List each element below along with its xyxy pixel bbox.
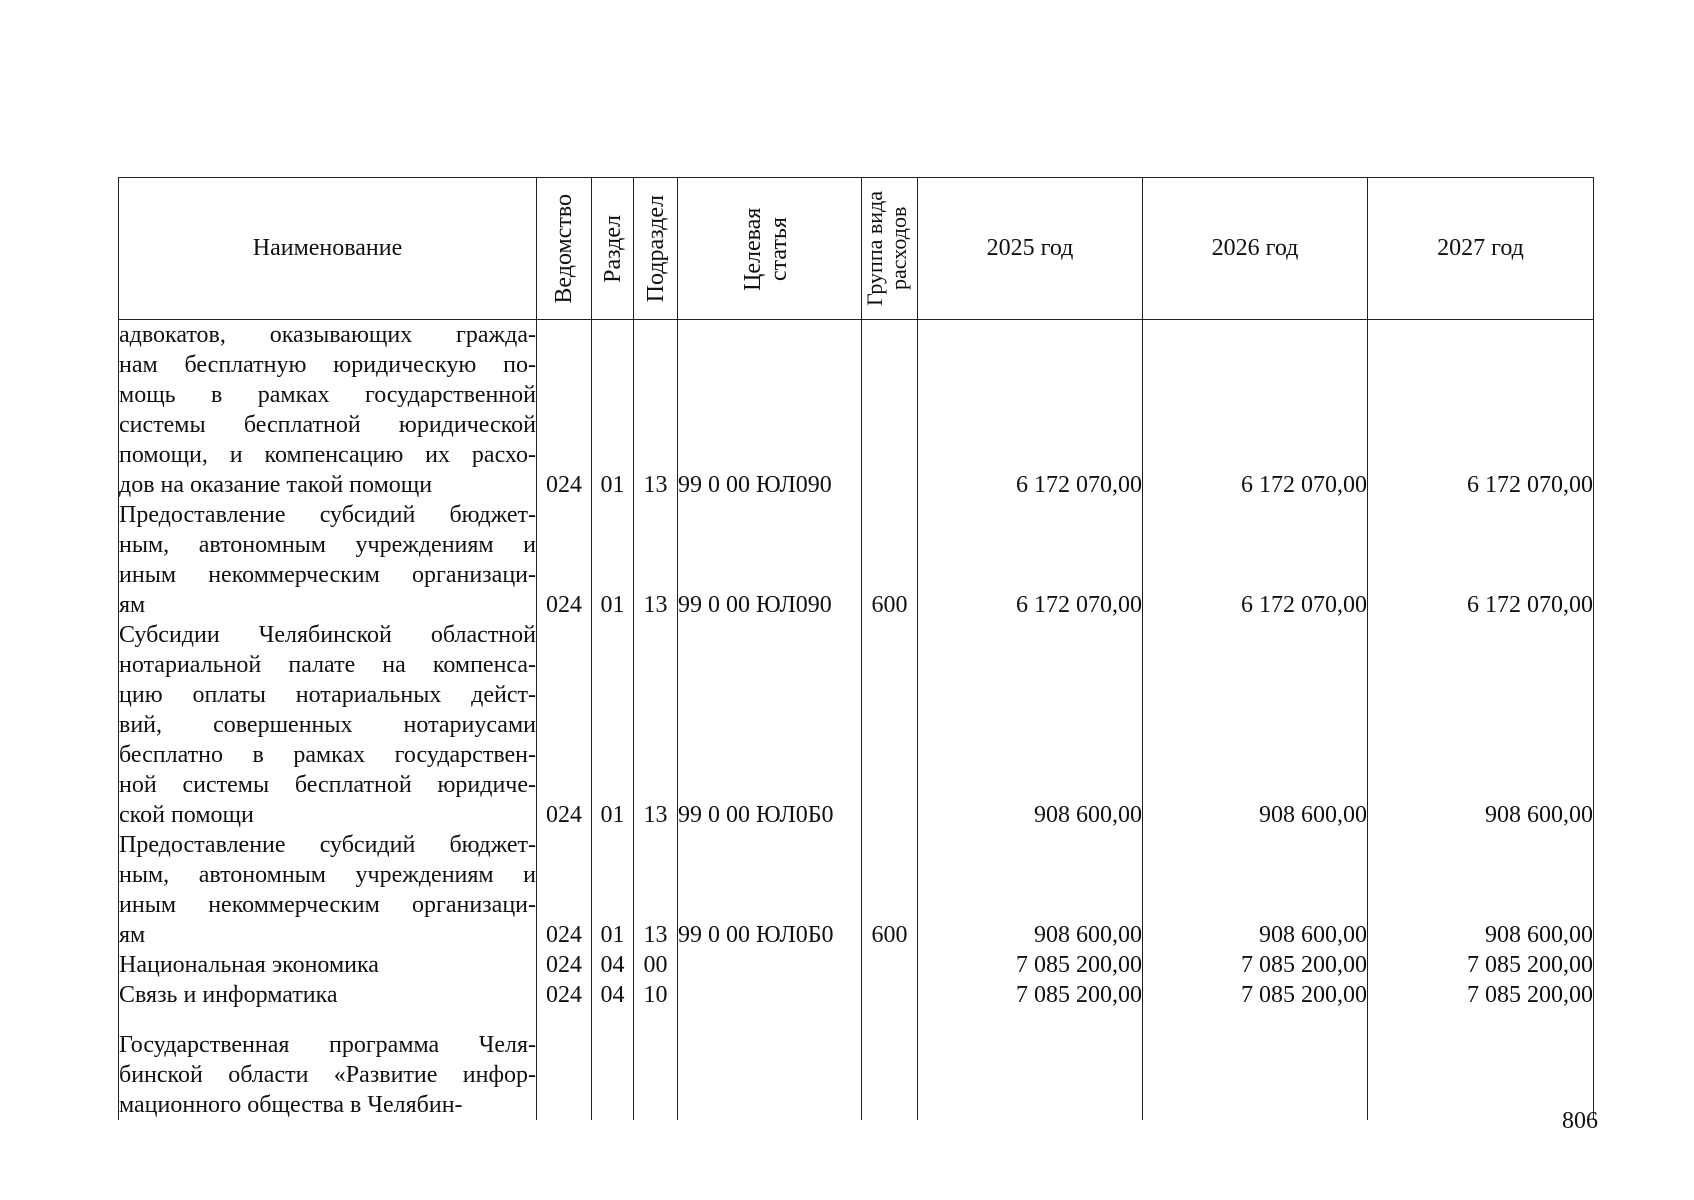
target-article-cell: [678, 950, 862, 980]
table-row-continued: [119, 1010, 1594, 1120]
amount-2025-cell: 6 172 070,00: [918, 500, 1143, 620]
subsection-cell: 13: [634, 620, 678, 830]
table-row: [119, 980, 1594, 1010]
header-section: [592, 178, 634, 320]
name-line: мощь в рамках государственной: [119, 382, 536, 408]
section-cell: 04: [592, 950, 634, 980]
name-line: адвокатов, оказывающих гражда-: [119, 322, 536, 348]
empty-cell: [862, 1010, 918, 1120]
name-cell: [119, 620, 537, 830]
empty-cell: [678, 1010, 862, 1120]
amount-2025-cell: 908 600,00: [918, 830, 1143, 950]
amount-2025-cell: 7 085 200,00: [918, 950, 1143, 980]
amount-2025-cell: 7 085 200,00: [918, 980, 1143, 1010]
target-article-cell: 99 0 00 ЮЛ090: [678, 320, 862, 501]
table-row: [119, 830, 1594, 950]
amount-2027-cell: 6 172 070,00: [1368, 500, 1594, 620]
name-line: ным, автономным учреждениям и: [119, 532, 536, 558]
empty-cell: [537, 1010, 592, 1120]
header-department-label: Ведомство: [551, 193, 577, 304]
name-line: бесплатно в рамках государствен-: [119, 742, 536, 768]
empty-cell: [634, 1010, 678, 1120]
name-line: Предоставление субсидий бюджет-: [119, 832, 536, 858]
name-line: иным некоммерческим организаци-: [119, 562, 536, 588]
target-article-cell: [678, 980, 862, 1010]
name-cell: [119, 320, 537, 501]
expense-group-cell: [862, 950, 918, 980]
name-line: Государственная программа Челя-: [119, 1032, 536, 1058]
empty-cell: [1143, 1010, 1368, 1120]
expense-group-cell: [862, 620, 918, 830]
department-cell: 024: [537, 620, 592, 830]
header-target-article: [678, 178, 862, 320]
table-row: [119, 950, 1594, 980]
name-line: ной системы бесплатной юридиче-: [119, 772, 536, 798]
expense-group-cell: [862, 980, 918, 1010]
department-cell: 024: [537, 950, 592, 980]
amount-2026-cell: 6 172 070,00: [1143, 320, 1368, 501]
header-subsection: [634, 178, 678, 320]
header-year-2026: 2026 год: [1143, 178, 1368, 320]
expense-group-cell: 600: [862, 830, 918, 950]
name-line: Национальная экономика: [119, 952, 379, 978]
amount-2027-cell: 7 085 200,00: [1368, 950, 1594, 980]
header-expense-group-label: Группа вида расходов: [861, 191, 911, 306]
name-line: вий, совершенных нотариусами: [119, 712, 536, 738]
name-cell: [119, 950, 537, 980]
empty-cell: [1368, 1010, 1594, 1120]
subsection-cell: 13: [634, 500, 678, 620]
header-section-label: Раздел: [599, 214, 626, 283]
amount-2026-cell: 908 600,00: [1143, 620, 1368, 830]
amount-2027-cell: 908 600,00: [1368, 620, 1594, 830]
amount-2027-cell: 7 085 200,00: [1368, 980, 1594, 1010]
name-line: Предоставление субсидий бюджет-: [119, 502, 536, 528]
name-line: бинской области «Развитие инфор-: [119, 1062, 536, 1088]
table-row: [119, 620, 1594, 830]
table-row: [119, 320, 1594, 501]
section-cell: 01: [592, 830, 634, 950]
section-cell: 01: [592, 620, 634, 830]
name-line: дов на оказание такой помощи: [119, 472, 433, 498]
name-line: ской помощи: [119, 802, 254, 828]
department-cell: 024: [537, 980, 592, 1010]
subsection-cell: 00: [634, 950, 678, 980]
amount-2026-cell: 7 085 200,00: [1143, 980, 1368, 1010]
subsection-cell: 13: [634, 830, 678, 950]
section-cell: 04: [592, 980, 634, 1010]
empty-cell: [592, 1010, 634, 1120]
amount-2026-cell: 908 600,00: [1143, 830, 1368, 950]
page-number: 806: [1562, 1108, 1598, 1134]
name-line: ям: [119, 592, 146, 618]
header-year-2027: 2027 год: [1368, 178, 1594, 320]
header-department: [537, 178, 592, 320]
department-cell: 024: [537, 500, 592, 620]
amount-2025-cell: 6 172 070,00: [918, 320, 1143, 501]
header-expense-group: [862, 178, 918, 320]
subsection-cell: 13: [634, 320, 678, 501]
name-line: нам бесплатную юридическую по-: [119, 352, 536, 378]
name-cell: [119, 830, 537, 950]
table-row: [119, 500, 1594, 620]
department-cell: 024: [537, 830, 592, 950]
subsection-cell: 10: [634, 980, 678, 1010]
target-article-cell: 99 0 00 ЮЛ090: [678, 500, 862, 620]
name-cell: [119, 980, 537, 1010]
amount-2026-cell: 7 085 200,00: [1143, 950, 1368, 980]
name-line: системы бесплатной юридической: [119, 412, 536, 438]
name-line: Субсидии Челябинской областной: [119, 622, 536, 648]
name-line: помощи, и компенсацию их расхо-: [119, 442, 536, 468]
name-line: иным некоммерческим организаци-: [119, 892, 536, 918]
amount-2025-cell: 908 600,00: [918, 620, 1143, 830]
target-article-cell: 99 0 00 ЮЛ0Б0: [678, 620, 862, 830]
section-cell: 01: [592, 320, 634, 501]
target-article-cell: 99 0 00 ЮЛ0Б0: [678, 830, 862, 950]
name-line: мационного общества в Челябин-: [119, 1092, 463, 1118]
department-cell: 024: [537, 320, 592, 501]
expense-group-cell: 600: [862, 500, 918, 620]
amount-2027-cell: 908 600,00: [1368, 830, 1594, 950]
header-year-2025: 2025 год: [918, 178, 1143, 320]
name-cell: [119, 1010, 537, 1120]
name-line: нотариальной палате на компенса-: [119, 652, 536, 678]
table-body: [119, 320, 1594, 1121]
table-header-row: [119, 178, 1594, 320]
header-subsection-label: Подраздел: [642, 194, 669, 303]
empty-cell: [918, 1010, 1143, 1120]
amount-2027-cell: 6 172 070,00: [1368, 320, 1594, 501]
header-target-article-label: Целевая статья: [739, 206, 792, 291]
section-cell: 01: [592, 500, 634, 620]
expense-group-cell: [862, 320, 918, 501]
amount-2026-cell: 6 172 070,00: [1143, 500, 1368, 620]
name-line: Связь и информатика: [119, 982, 338, 1008]
name-cell: [119, 500, 537, 620]
name-line: цию оплаты нотариальных дейст-: [119, 682, 536, 708]
name-line: ям: [119, 922, 146, 948]
header-name: Наименование: [119, 178, 537, 320]
name-line: ным, автономным учреждениям и: [119, 862, 536, 888]
budget-table: [118, 177, 1594, 1120]
